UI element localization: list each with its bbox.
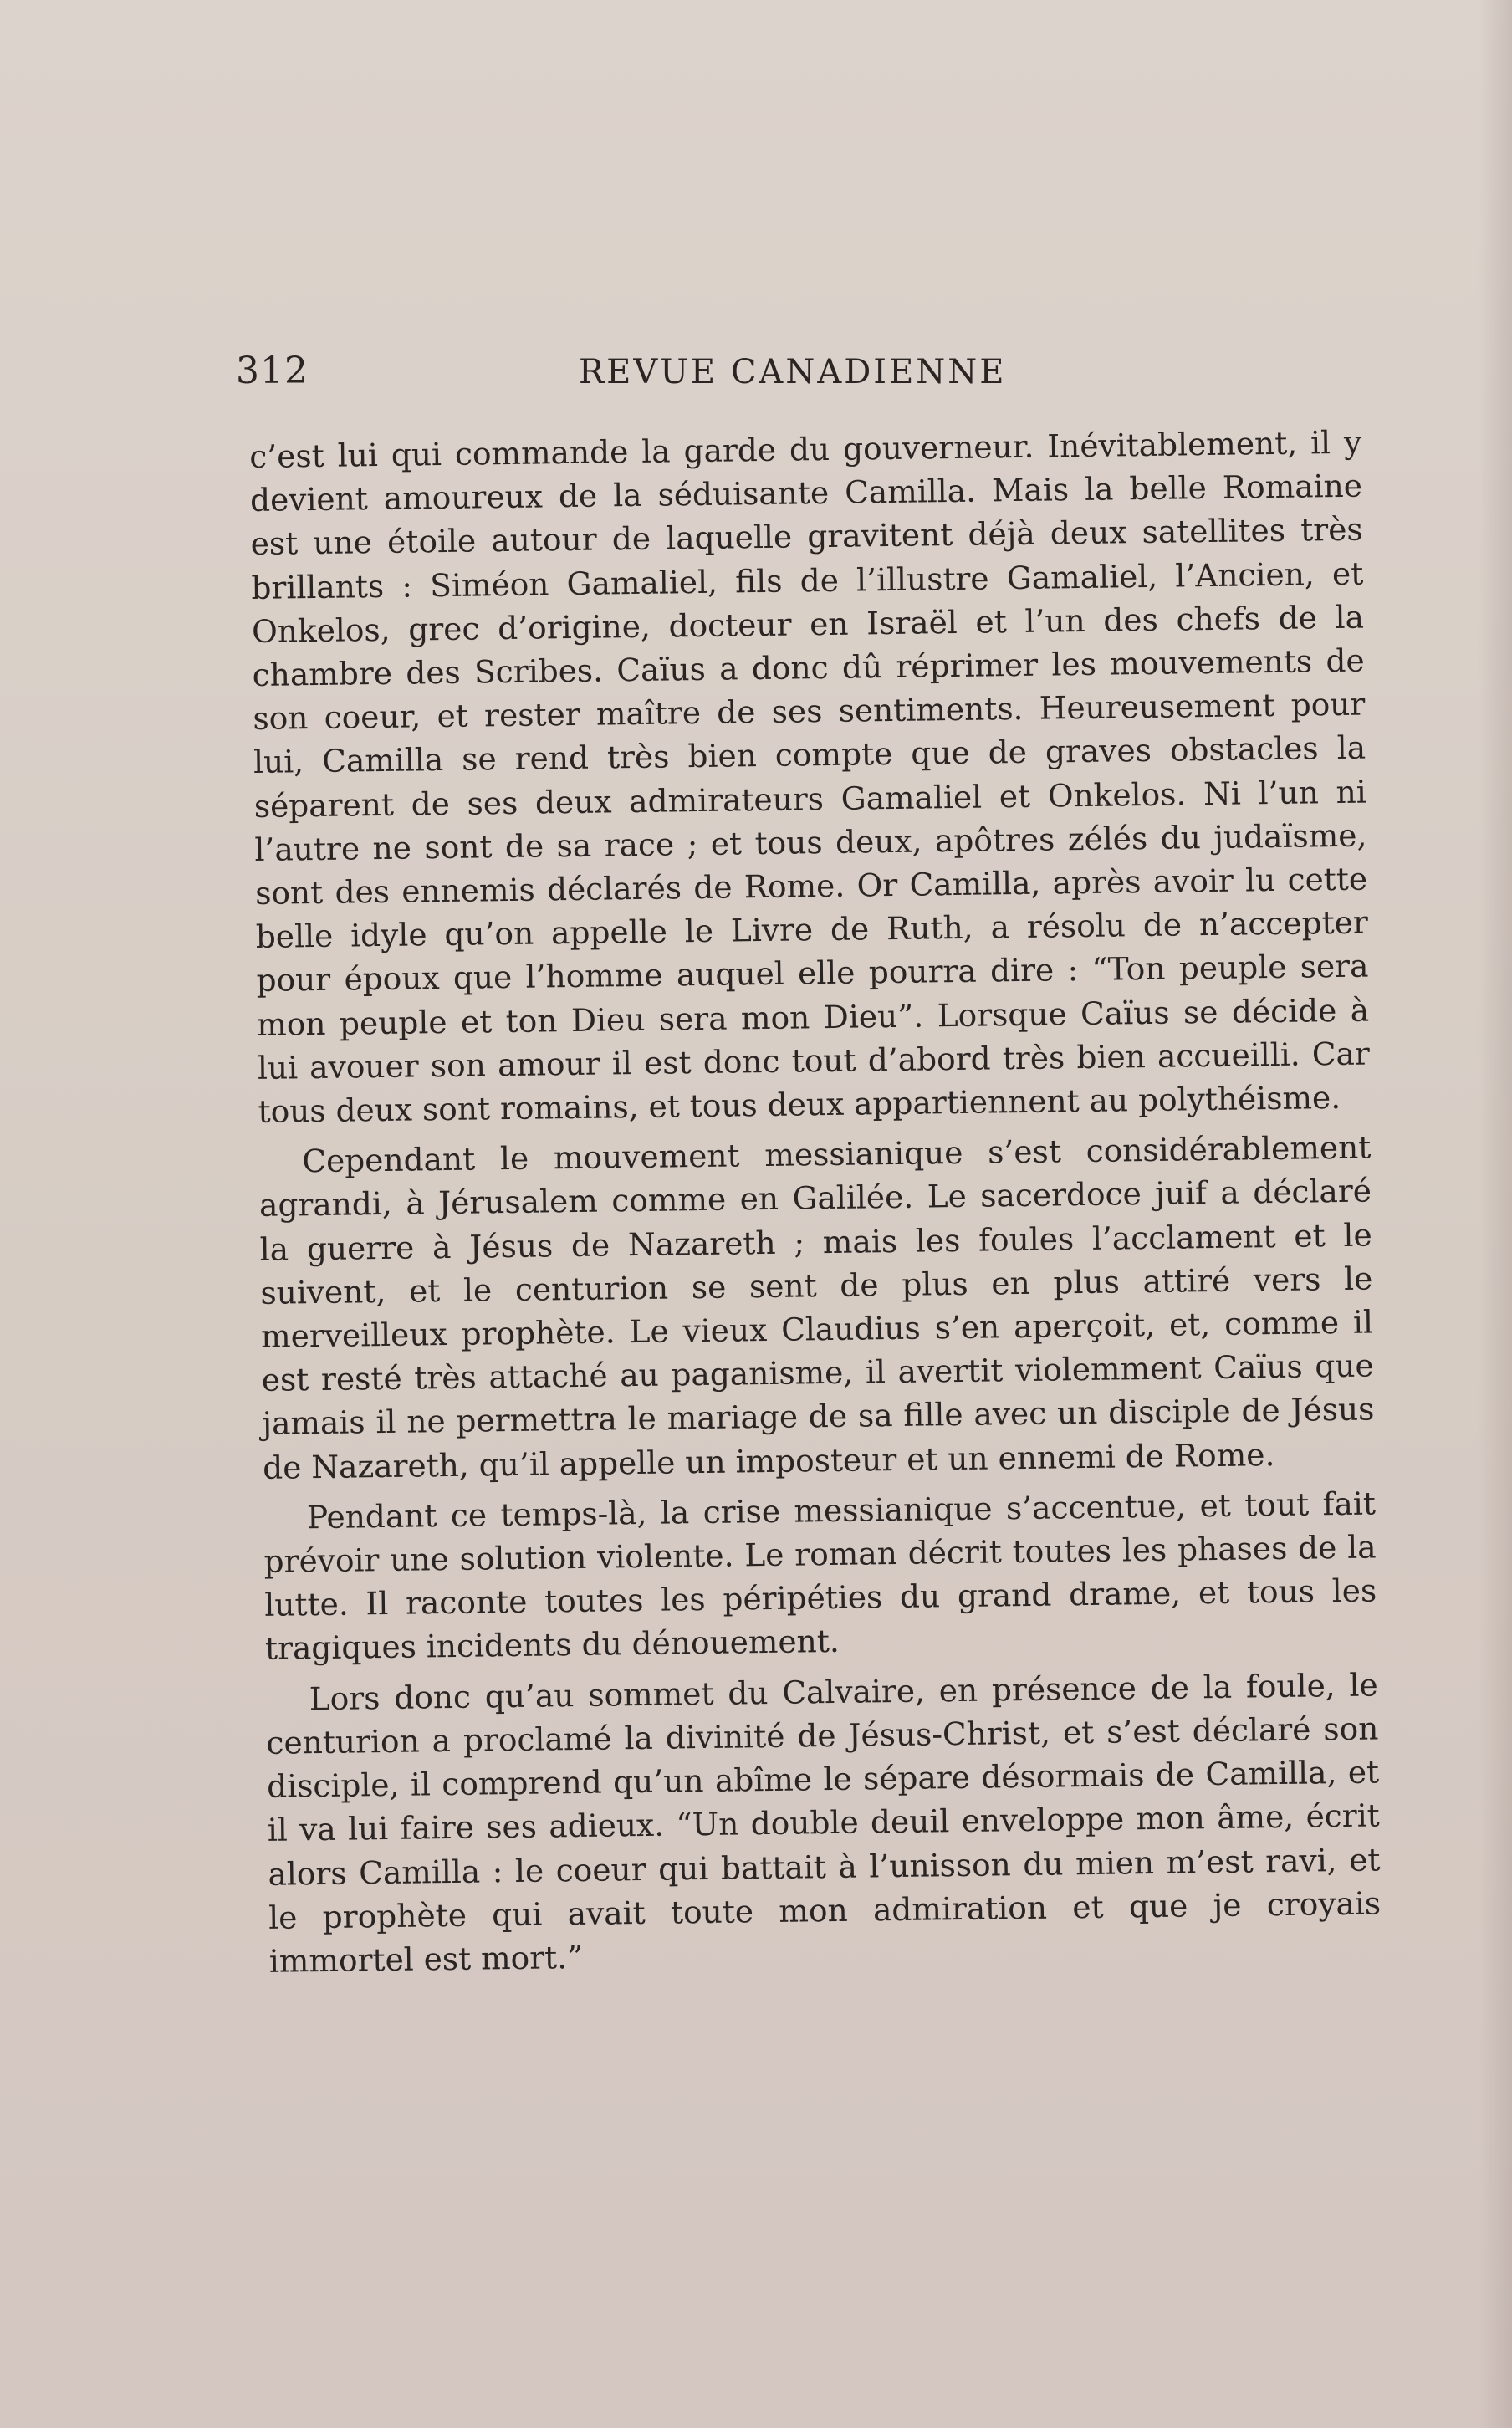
body-text xyxy=(249,421,1382,1983)
page-header xyxy=(236,350,1356,400)
paragraph-2: Cependant le mouvement messianique s’est considérablement agrandi, à Jérusalem comme en Galilée. Le sacerdoce juif a déclaré la guerre à Jésus de Nazareth ; mais les foules l’acclament et le suivent, et le centurion se sent de plus en plus attiré vers le merveilleux prophète. Le vieux Claudius s’en aperçoit, et, comme il est resté très attaché au paganisme, il avertit violemment Caïus que jamais il ne permettra le mariage de sa fille avec un disciple de Jésus de Nazareth, qu’il appelle un imposteur et un ennemi de Rome. xyxy=(258,1128,1375,1486)
running-title: REVUE CANADIENNE xyxy=(579,353,1007,391)
paragraph-1: c’est lui qui commande la garde du gouverneur. Inévitablement, il y devient amoureux de la séduisante Camilla. Mais la belle Romaine est une étoile autour de laquelle gravitent déjà deux satellites très brillants : Siméon Gamaliel, fils de l’illustre Gamaliel, l’Ancien, et Onkelos, grec d’origine, docteur en Israël et l’un des chefs de la chambre des Scribes. Caïus a donc dû réprimer les mouvements de son coeur, et rester maître de ses sentiments. Heureusement pour lui, Camilla se rend très bien compte que de graves obstacles la séparent de ses deux admirateurs Gamaliel et Onkelos. Ni l’un ni l’autre ne sont de sa race ; et tous deux, apôtres zélés du judaïsme, sont des ennemis déclarés de Rome. Or Camilla, après avoir lu cette belle idyle qu’on appelle le Livre de Ruth, a résolu de n’accepter pour époux que l’homme auquel elle pourra dire : “Ton peuple sera mon peuple et ton Dieu sera mon Dieu”. Lorsque Caïus se décide à lui avouer son amour il est donc tout d’abord très bien accueilli. Car tous deux sont romains, et tous deux appartiennent au polythéisme. xyxy=(249,423,1371,1130)
page-number: 312 xyxy=(236,350,309,392)
page-edge-shadow xyxy=(1479,0,1512,2428)
paragraph-3: Pendant ce temps-là, la crise messianique s’accentue, et tout fait prévoir une solution violente. Le roman décrit toutes les phases de la lutte. Il raconte toutes les péripéties du grand drame, et tous les tragiques incidents du dénouement. xyxy=(263,1485,1377,1668)
paragraph-4: Lors donc qu’au sommet du Calvaire, en présence de la foule, le centurion a proclamé la divinité de Jésus-Christ, et s’est déclaré son disciple, il comprend qu’un abîme le sépare désormais de Camilla, et il va lui faire ses adieux. “Un double deuil enveloppe mon âme, écrit alors Camilla : le coeur qui battait à l’unisson du mien m’est ravi, et le prophète qui avait toute mon admiration et que je croyais immortel est mort.” xyxy=(266,1666,1382,1980)
